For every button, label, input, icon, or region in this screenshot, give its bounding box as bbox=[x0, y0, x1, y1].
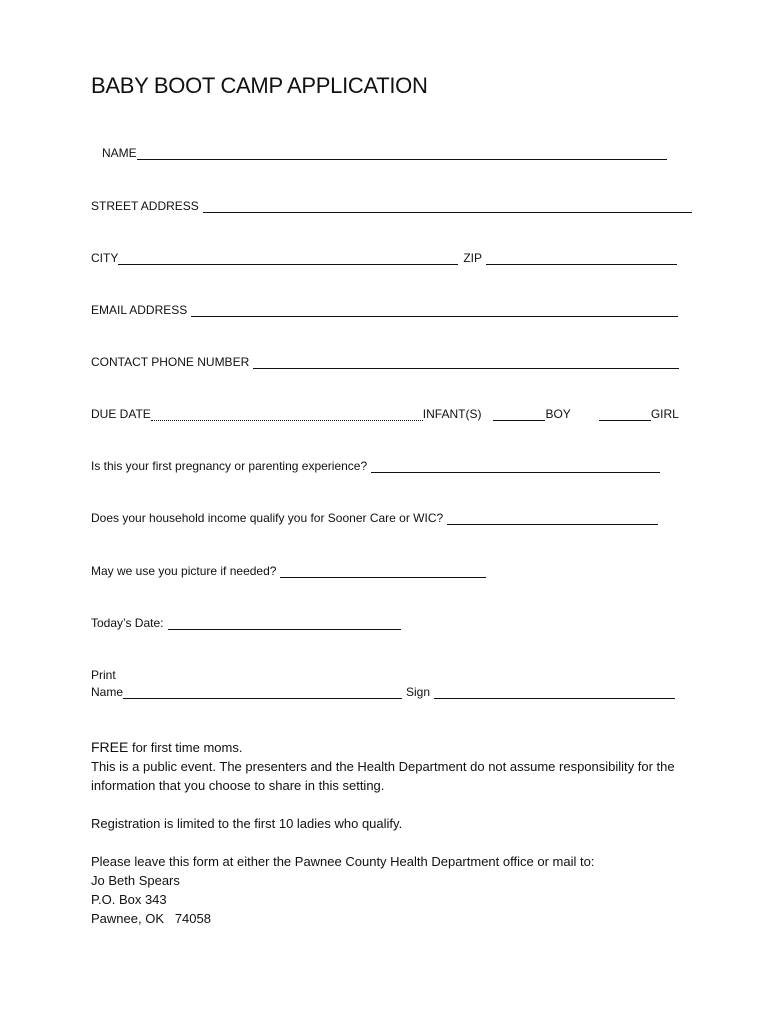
sign-label: Sign bbox=[406, 685, 431, 699]
boy-label: BOY bbox=[545, 407, 571, 421]
due-date-field[interactable] bbox=[151, 407, 423, 421]
print-label: Print bbox=[91, 668, 116, 682]
print-name-field[interactable] bbox=[123, 685, 402, 699]
phone-label: CONTACT PHONE NUMBER bbox=[91, 355, 250, 369]
city-zip-row bbox=[91, 251, 677, 265]
leave-form-note: Please leave this form at either the Pawnee County Health Department office or mail to: bbox=[91, 854, 595, 869]
free-note bbox=[91, 738, 691, 757]
zip-field[interactable] bbox=[486, 251, 677, 265]
picture-label: May we use you picture if needed? bbox=[91, 564, 277, 578]
print-sign-row bbox=[91, 685, 675, 699]
infants-label: INFANT(S) bbox=[422, 407, 482, 421]
city-label: CITY bbox=[91, 251, 119, 265]
girl-label: GIRL bbox=[650, 407, 679, 421]
first-pregnancy-field[interactable] bbox=[371, 459, 660, 473]
free-word: FREE bbox=[91, 739, 129, 755]
due-date-row bbox=[91, 407, 679, 421]
name-row bbox=[102, 146, 667, 160]
street-address-field[interactable] bbox=[203, 199, 692, 213]
email-field[interactable] bbox=[191, 303, 678, 317]
zip-label: ZIP bbox=[463, 251, 483, 265]
income-row bbox=[91, 511, 658, 525]
page-title: BABY BOOT CAMP APPLICATION bbox=[91, 73, 428, 98]
picture-row bbox=[91, 564, 486, 578]
first-pregnancy-label: Is this your first pregnancy or parenting experience? bbox=[91, 459, 368, 473]
print-name-label: Name bbox=[91, 685, 124, 699]
city-field[interactable] bbox=[118, 251, 458, 265]
free-note-text: for first time moms. bbox=[128, 740, 243, 755]
name-field[interactable] bbox=[137, 146, 667, 160]
notes-section bbox=[91, 738, 691, 928]
address-box: P.O. Box 343 bbox=[91, 892, 167, 907]
street-address-row bbox=[91, 199, 692, 213]
income-field[interactable] bbox=[447, 511, 658, 525]
email-label: EMAIL ADDRESS bbox=[91, 303, 188, 317]
public-event-note: This is a public event. The presenters and the Health Department do not assume responsibility for the information that you choose to share in this setting. bbox=[91, 759, 675, 793]
boy-count-field[interactable] bbox=[493, 407, 545, 421]
income-label: Does your household income qualify you for Sooner Care or WIC? bbox=[91, 511, 444, 525]
girl-count-field[interactable] bbox=[599, 407, 651, 421]
phone-row bbox=[91, 355, 679, 369]
picture-field[interactable] bbox=[280, 564, 486, 578]
name-label: NAME bbox=[102, 146, 137, 160]
address-name: Jo Beth Spears bbox=[91, 873, 180, 888]
todays-date-label: Today’s Date: bbox=[91, 616, 164, 630]
phone-field[interactable] bbox=[253, 355, 679, 369]
todays-date-row bbox=[91, 616, 401, 630]
signature-field[interactable] bbox=[434, 685, 675, 699]
registration-note: Registration is limited to the first 10 ladies who qualify. bbox=[91, 816, 403, 831]
street-address-label: STREET ADDRESS bbox=[91, 199, 199, 213]
due-date-label: DUE DATE bbox=[91, 407, 151, 421]
first-pregnancy-row bbox=[91, 459, 660, 473]
address-city: Pawnee, OK 74058 bbox=[91, 911, 211, 926]
todays-date-field[interactable] bbox=[168, 616, 401, 630]
email-row bbox=[91, 303, 678, 317]
